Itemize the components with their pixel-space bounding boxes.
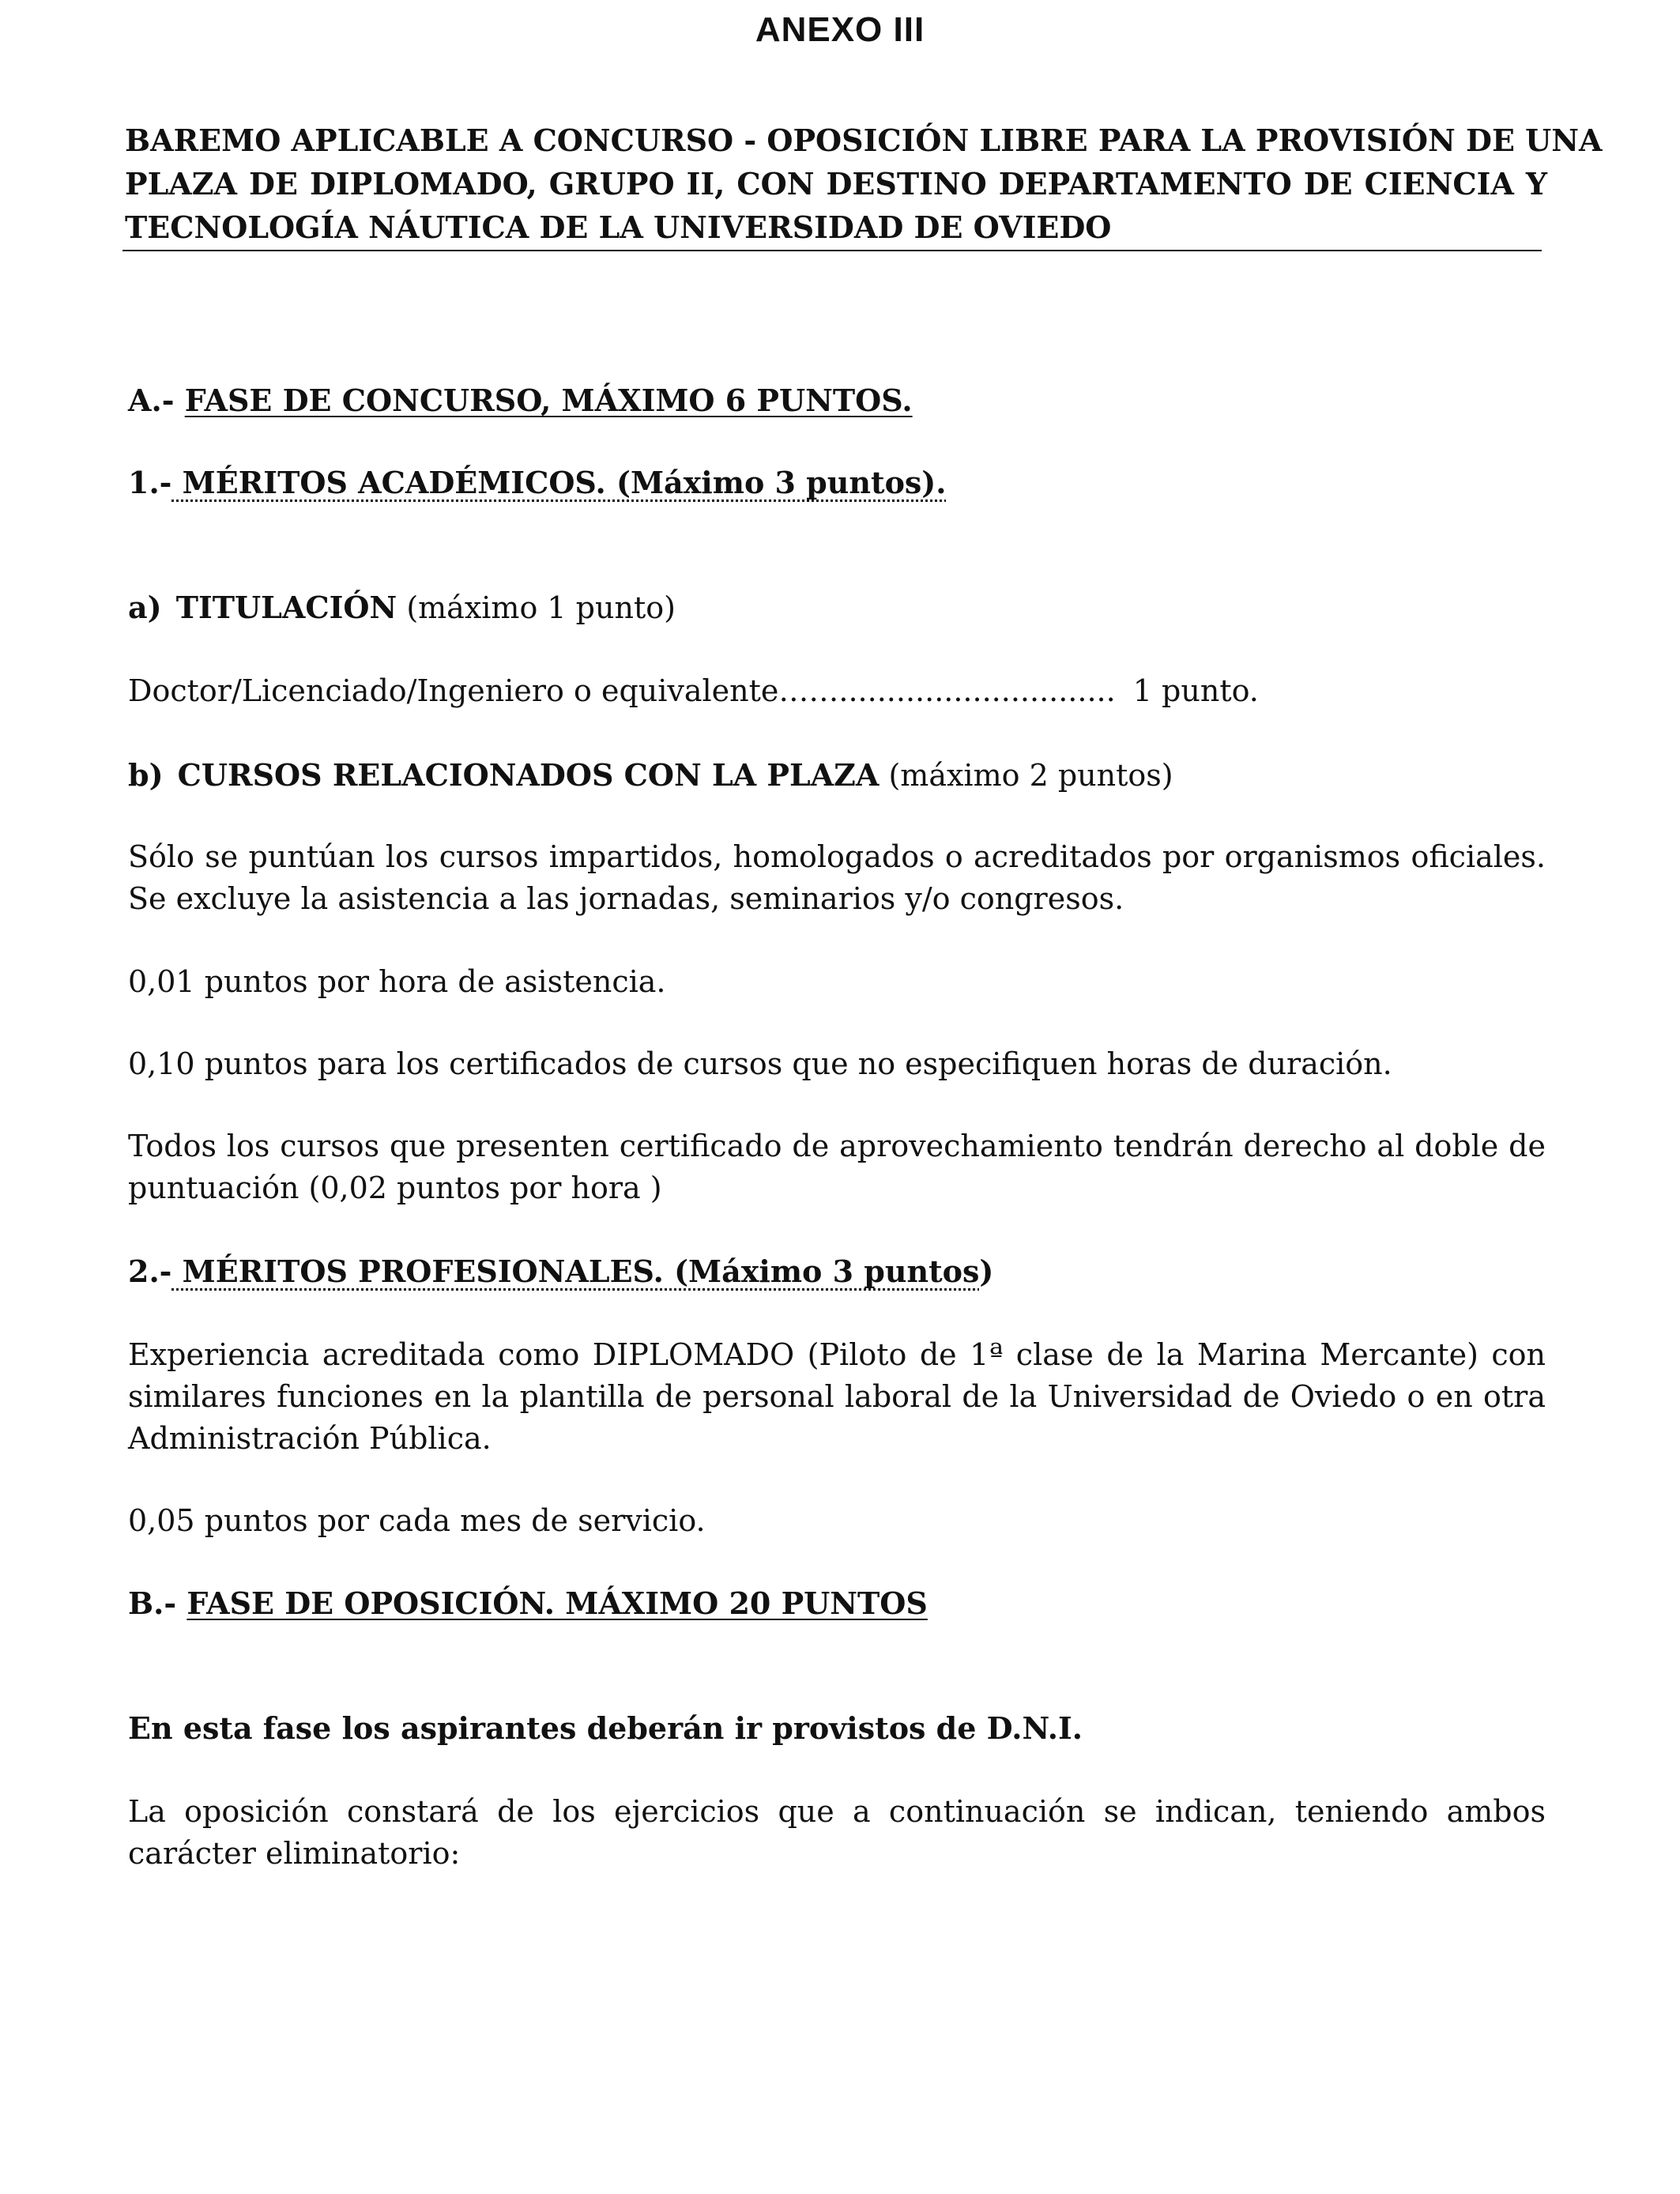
- section-b-heading: [128, 1582, 1546, 1624]
- cursos-note: (máximo 2 puntos): [888, 758, 1173, 793]
- professional-merits-title: MÉRITOS PROFESIONALES. (Máximo 3 puntos: [171, 1253, 980, 1289]
- professional-rate: 0,05 puntos por cada mes de servicio.: [128, 1503, 706, 1538]
- titulacion-heading: [128, 586, 1546, 629]
- professional-merits-heading: [128, 1250, 1546, 1292]
- academic-merits-heading: [128, 462, 1546, 503]
- professional-experience: Experiencia acreditada como DIPLOMADO (Piloto de 1ª clase de la Marina Mercante) con similares funciones en la plantilla de personal laboral de la Universidad de Oviedo o en otra Administración Pública.: [128, 1337, 1546, 1456]
- titulacion-item-value: 1 punto.: [1132, 673, 1259, 708]
- annex-title: ANEXO III: [755, 10, 925, 49]
- titulacion-item-label: Doctor/Licenciado/Ingeniero o equivalente…….............................: [128, 673, 1116, 708]
- cursos-heading: [128, 754, 1546, 797]
- section-b-title: FASE DE OPOSICIÓN. MÁXIMO 20 PUNTOS: [186, 1585, 928, 1621]
- titulacion-title: TITULACIÓN: [175, 590, 397, 625]
- cursos-rule-hourly: 0,01 puntos por hora de asistencia.: [128, 964, 666, 999]
- academic-merits-title: MÉRITOS ACADÉMICOS. (Máximo 3 puntos).: [171, 465, 947, 500]
- document-header: [125, 119, 1603, 249]
- dni-notice: En esta fase los aspirantes deberán ir provistos de D.N.I.: [128, 1710, 1083, 1746]
- professional-merits-closing: ): [979, 1253, 994, 1289]
- header-line-3: TECNOLOGÍA NÁUTICA DE LA UNIVERSIDAD DE OVIEDO: [125, 209, 1112, 245]
- cursos-rule-official: Sólo se puntúan los cursos impartidos, homologados o acreditados por organismos oficiales. Se excluye la asistencia a las jornadas, seminarios y/o congresos.: [128, 839, 1546, 916]
- section-a-title: FASE DE CONCURSO, MÁXIMO 6 PUNTOS.: [184, 383, 913, 418]
- section-b-prefix: B.-: [128, 1585, 177, 1621]
- opposition-intro: La oposición constará de los ejercicios que a continuación se indican, teniendo ambos carácter eliminatorio:: [128, 1794, 1546, 1871]
- cursos-rule-double: Todos los cursos que presenten certificado de aprovechamiento tendrán derecho al doble de puntuación (0,02 puntos por hora ): [128, 1129, 1546, 1205]
- cursos-title: CURSOS RELACIONADOS CON LA PLAZA: [177, 757, 880, 793]
- titulacion-marker: a): [128, 590, 162, 625]
- header-divider: [122, 250, 1542, 251]
- titulacion-item: [128, 670, 1546, 712]
- cursos-marker: b): [128, 757, 164, 793]
- header-line-2: PLAZA DE DIPLOMADO, GRUPO II, CON DESTINO DEPARTAMENTO DE CIENCIA Y: [125, 166, 1547, 202]
- section-a-heading: [128, 379, 1546, 421]
- titulacion-note: (máximo 1 punto): [406, 590, 676, 625]
- cursos-rule-no-hours: 0,10 puntos para los certificados de cursos que no especifiquen horas de duración.: [128, 1046, 1392, 1081]
- header-line-1: BAREMO APLICABLE A CONCURSO - OPOSICIÓN LIBRE PARA LA PROVISIÓN DE UNA: [125, 123, 1603, 158]
- academic-merits-prefix: 1.-: [128, 465, 172, 500]
- professional-merits-prefix: 2.-: [128, 1253, 172, 1289]
- section-a-prefix: A.-: [128, 383, 175, 418]
